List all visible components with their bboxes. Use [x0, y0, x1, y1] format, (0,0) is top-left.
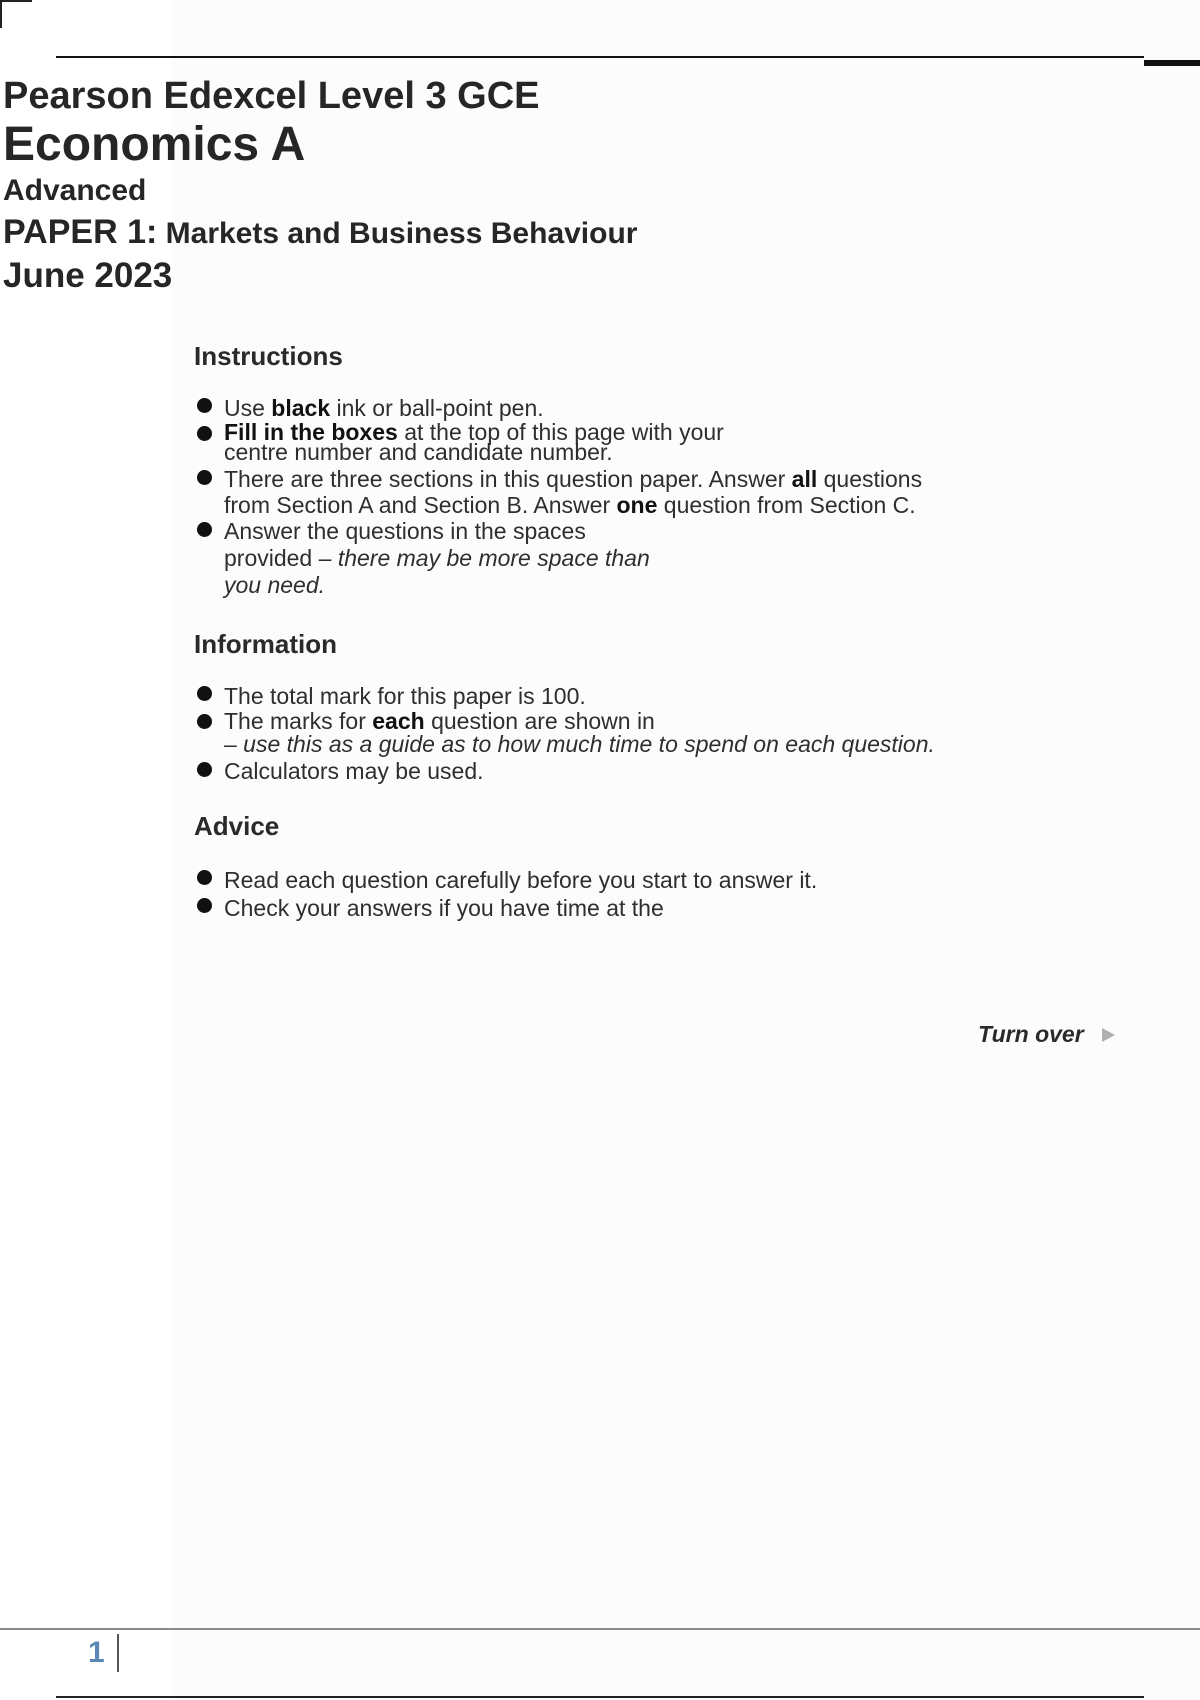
list-item: Check your answers if you have time at the [194, 894, 994, 922]
bullet-icon [197, 870, 212, 885]
advice-heading: Advice [194, 811, 280, 841]
list-item: The total mark for this paper is 100. [194, 682, 994, 710]
bullet-icon [197, 426, 212, 441]
bullet-icon [197, 686, 212, 701]
page-number: 1 [88, 1636, 105, 1669]
advice-section [194, 810, 994, 922]
list-item: Answer the questions in the spaces provided – there may be more space than you need. [194, 518, 994, 599]
list-item: Fill in the boxes at the top of this page with your centre number and candidate number. [194, 422, 994, 462]
corner-crop-mark-vertical [0, 0, 2, 28]
turn-over-label: Turn over [978, 1021, 1084, 1047]
footer-rule [0, 1628, 1200, 1630]
paper-name: Markets and Business Behaviour [165, 217, 638, 250]
information-section [194, 628, 994, 784]
list-item: There are three sections in this question paper. Answer all questions from Section A and Section B. Answer one question from Section C. [194, 466, 994, 518]
instructions-list [194, 394, 994, 599]
information-list [194, 682, 994, 784]
play-arrow-icon [1102, 1028, 1115, 1042]
paper-title [3, 212, 637, 254]
bullet-icon [197, 470, 212, 485]
top-rule [56, 56, 1144, 58]
list-item: Use black ink or ball-point pen. [194, 394, 994, 422]
bullet-icon [197, 522, 212, 537]
list-item: The marks for each question are shown in – use this as a guide as to how much time to spend on each question. [194, 710, 994, 756]
paper-number: PAPER 1: [3, 213, 158, 251]
bullet-icon [197, 714, 212, 729]
corner-crop-mark [0, 0, 32, 2]
subject-title: Economics A [3, 118, 306, 171]
exam-board: Pearson Edexcel Level 3 GCE [3, 75, 540, 117]
list-item: Calculators may be used. [194, 758, 994, 784]
bullet-icon [197, 898, 212, 913]
bullet-icon [197, 398, 212, 413]
page-number-divider [117, 1634, 119, 1672]
paper-header [3, 74, 637, 298]
bottom-rule [56, 1696, 1144, 1698]
qualification-level: Advanced [3, 174, 147, 207]
bullet-icon [197, 762, 212, 777]
top-right-bar [1144, 60, 1200, 66]
information-heading: Information [194, 629, 337, 659]
instructions-section [194, 340, 994, 599]
exam-date: June 2023 [3, 256, 173, 295]
list-item: Read each question carefully before you start to answer it. [194, 866, 994, 894]
instructions-heading: Instructions [194, 341, 343, 371]
advice-list [194, 866, 994, 922]
